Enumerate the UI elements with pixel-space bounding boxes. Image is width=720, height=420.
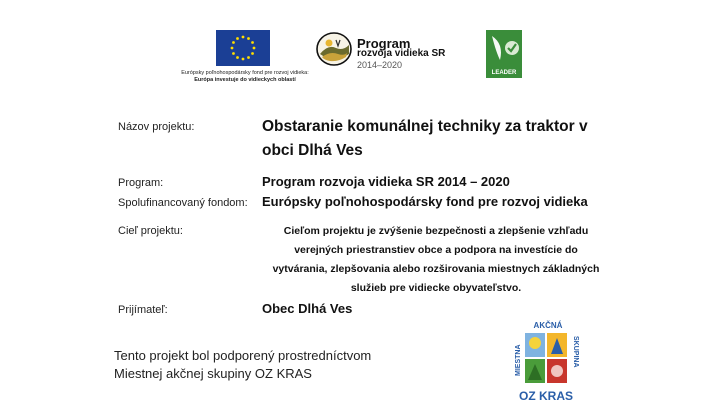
eu-star-icon — [242, 36, 245, 39]
eu-star-icon — [236, 56, 239, 59]
project-name — [262, 115, 622, 163]
leader-logo — [486, 30, 522, 78]
goal-line2: verejných priestranstiev obce a podpora na investície do — [294, 244, 578, 256]
eu-caption-line2: Európa investuje do vidieckych oblastí — [194, 77, 296, 83]
goal-text — [251, 222, 621, 298]
program-value: Program rozvoja vidieka SR 2014 – 2020 — [262, 174, 510, 189]
eu-star-icon — [232, 41, 235, 44]
mas-left-text: MIESTNA — [515, 344, 522, 376]
mas-right-text: SKUPINA — [572, 336, 579, 368]
recipient-label: Prijímateľ: — [118, 304, 168, 316]
recipient-value: Obec Dlhá Ves — [262, 301, 353, 316]
footer-line1: Tento projekt bol podporený prostredníctvom — [114, 348, 372, 363]
eu-fund-caption — [170, 70, 320, 84]
goal-label: Cieľ projektu: — [118, 225, 183, 237]
eu-star-icon — [253, 47, 256, 50]
prv-title: Program — [357, 36, 411, 51]
eu-star-icon — [236, 37, 239, 40]
fund-value: Európsky poľnohospodársky fond pre rozvoj vidieka — [262, 194, 588, 209]
eu-star-icon — [231, 47, 234, 50]
leader-text: LEADER — [491, 70, 517, 76]
mas-top-text: AKČNÁ — [533, 321, 563, 330]
eu-star-icon — [251, 52, 254, 55]
eu-star-icon — [247, 56, 250, 59]
goal-line4: služieb pre vidiecke obyvateľstvo. — [350, 282, 522, 294]
prv-emblem-logo — [316, 32, 352, 66]
goal-line3: vytvárania, zlepšovania alebo rozširovania miestnych základných — [272, 263, 600, 275]
eu-flag-logo — [216, 30, 270, 66]
goal-line1: Cieľom projektu je zvýšenie bezpečnosti a zlepšenie vzhľadu — [283, 225, 589, 237]
eu-star-icon — [232, 52, 235, 55]
project-name-line2: obci Dlhá Ves — [262, 142, 363, 159]
footer-line2: Miestnej akčnej skupiny OZ KRAS — [114, 366, 312, 381]
mas-bottom-text: OZ KRAS — [519, 389, 573, 403]
eu-stars-icon — [216, 30, 270, 66]
program-label: Program: — [118, 177, 164, 189]
eu-caption-line1: Európsky poľnohospodársky fond pre rozvoj vidieka: — [181, 70, 309, 76]
prv-years: 2014–2020 — [357, 60, 403, 70]
eu-star-icon — [251, 41, 254, 44]
project-name-label: Názov projektu: — [118, 121, 195, 133]
eu-star-icon — [247, 37, 250, 40]
prv-subtitle: rozvoja vidieka SR — [357, 48, 446, 59]
eu-star-icon — [242, 58, 245, 61]
mas-oz-kras-logo — [508, 316, 584, 408]
fund-label: Spolufinancovaný fondom: — [118, 197, 248, 209]
project-name-line1: Obstaranie komunálnej techniky za traktor v — [262, 118, 588, 135]
